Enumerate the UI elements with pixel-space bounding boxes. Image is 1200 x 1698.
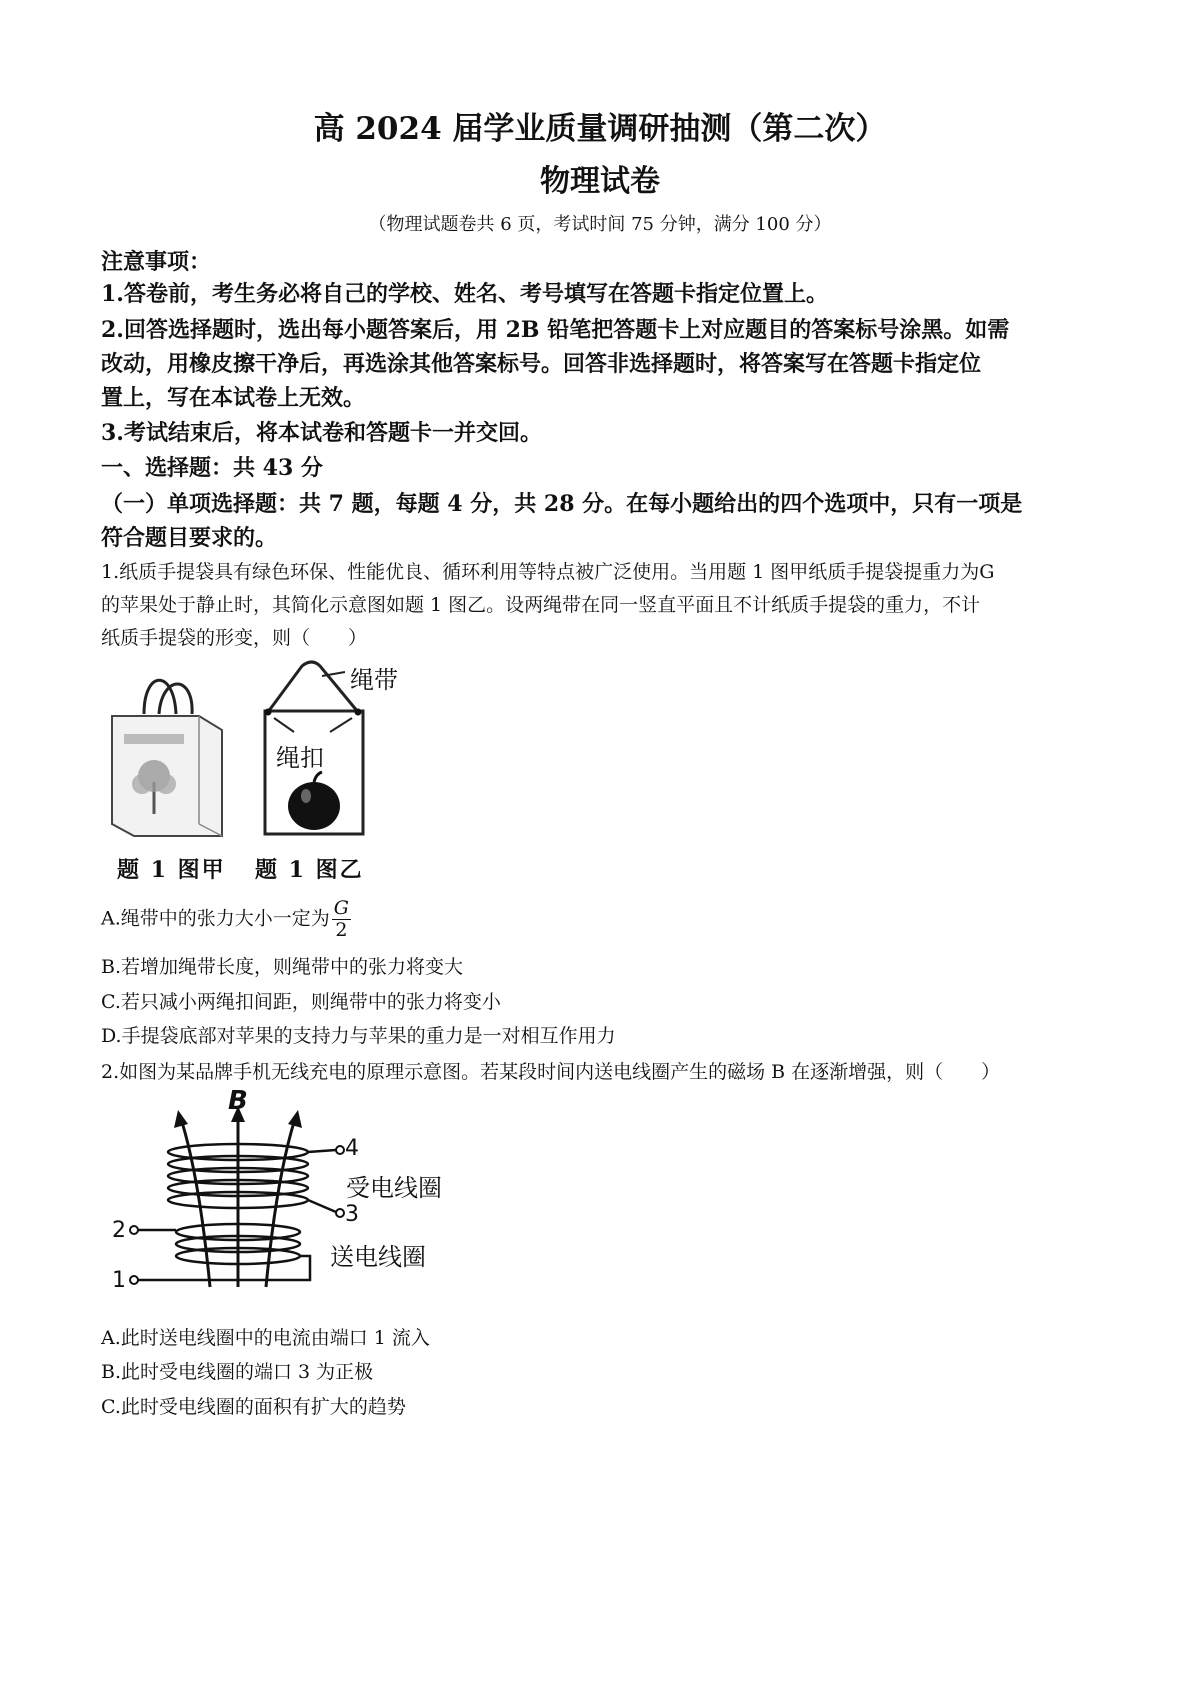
q2-option-a: A.此时送电线圈中的电流由端口 1 流入 <box>101 1327 430 1349</box>
exam-title: 高 2024 届学业质量调研抽测（第二次） <box>313 111 887 147</box>
terminal-4-label: 4 <box>345 1136 359 1161</box>
fraction <box>332 898 351 941</box>
fraction-numerator: G <box>333 897 349 919</box>
exam-meta: （物理试题卷共 6 页，考试时间 75 分钟，满分 100 分） <box>368 214 832 235</box>
section-heading: 一、选择题：共 43 分 <box>101 455 323 481</box>
strap-label: 绳带 <box>350 666 398 694</box>
receive-coil-label: 受电线圈 <box>346 1174 442 1202</box>
q1-stem-line3: 纸质手提袋的形变，则（ ） <box>101 627 368 649</box>
q1-stem-line1: 1.纸质手提袋具有绿色环保、性能优良、循环利用等特点被广泛使用。当用题 1 图甲纸质手提袋提重力为G <box>101 561 995 583</box>
note-item-3: 3.考试结束后，将本试卷和答题卡一并交回。 <box>101 420 542 446</box>
terminal-3-label: 3 <box>345 1202 359 1227</box>
q1-option-b: B.若增加绳带长度，则绳带中的张力将变大 <box>101 956 464 978</box>
q2-option-b: B.此时受电线圈的端口 3 为正极 <box>101 1361 374 1383</box>
note-item-2-line2: 改动，用橡皮擦干净后，再选涂其他答案标号。回答非选择题时，将答案写在答题卡指定位 <box>101 351 982 377</box>
q1-option-a-text: A.绳带中的张力大小一定为 <box>101 907 330 930</box>
subsection-line1: （一）单项选择题：共 7 题，每题 4 分，共 28 分。在每小题给出的四个选项中，只有一项是 <box>101 491 1023 517</box>
notes-heading: 注意事项： <box>101 249 212 275</box>
q1-stem-line2: 的苹果处于静止时，其简化示意图如题 1 图乙。设两绳带在同一竖直平面且不计纸质手提袋的重力，不计 <box>101 594 981 616</box>
q1-option-c: C.若只减小两绳扣间距，则绳带中的张力将变小 <box>101 991 501 1013</box>
terminal-2-label: 2 <box>112 1218 126 1243</box>
q2-option-c: C.此时受电线圈的面积有扩大的趋势 <box>101 1396 406 1418</box>
q1-option-d: D.手提袋底部对苹果的支持力与苹果的重力是一对相互作用力 <box>101 1025 616 1047</box>
send-coil-label: 送电线圈 <box>330 1243 426 1271</box>
note-item-1: 1.答卷前，考生务必将自己的学校、姓名、考号填写在答题卡指定位置上。 <box>101 281 828 307</box>
bag-photo-figure <box>104 664 234 844</box>
fraction-denominator: 2 <box>335 918 348 941</box>
note-item-2-line1: 2.回答选择题时，选出每小题答案后，用 2B 铅笔把答题卡上对应题目的答案标号涂黑。如需 <box>101 317 1010 343</box>
subsection-line2: 符合题目要求的。 <box>101 525 278 551</box>
terminal-1-label: 1 <box>112 1268 126 1293</box>
note-item-2-line3: 置上，写在本试卷上无效。 <box>101 385 366 411</box>
field-b-label: B <box>228 1086 248 1116</box>
fig1-caption-b: 题 1 图乙 <box>255 857 364 883</box>
buckle-label: 绳扣 <box>276 744 324 772</box>
fig1-caption-a: 题 1 图甲 <box>117 857 226 883</box>
q1-option-a <box>101 898 351 941</box>
q2-stem-line1: 2.如图为某品牌手机无线充电的原理示意图。若某段时间内送电线圈产生的磁场 B 在逐渐增强，则（ ） <box>101 1061 1001 1083</box>
subject-title: 物理试卷 <box>540 164 660 199</box>
